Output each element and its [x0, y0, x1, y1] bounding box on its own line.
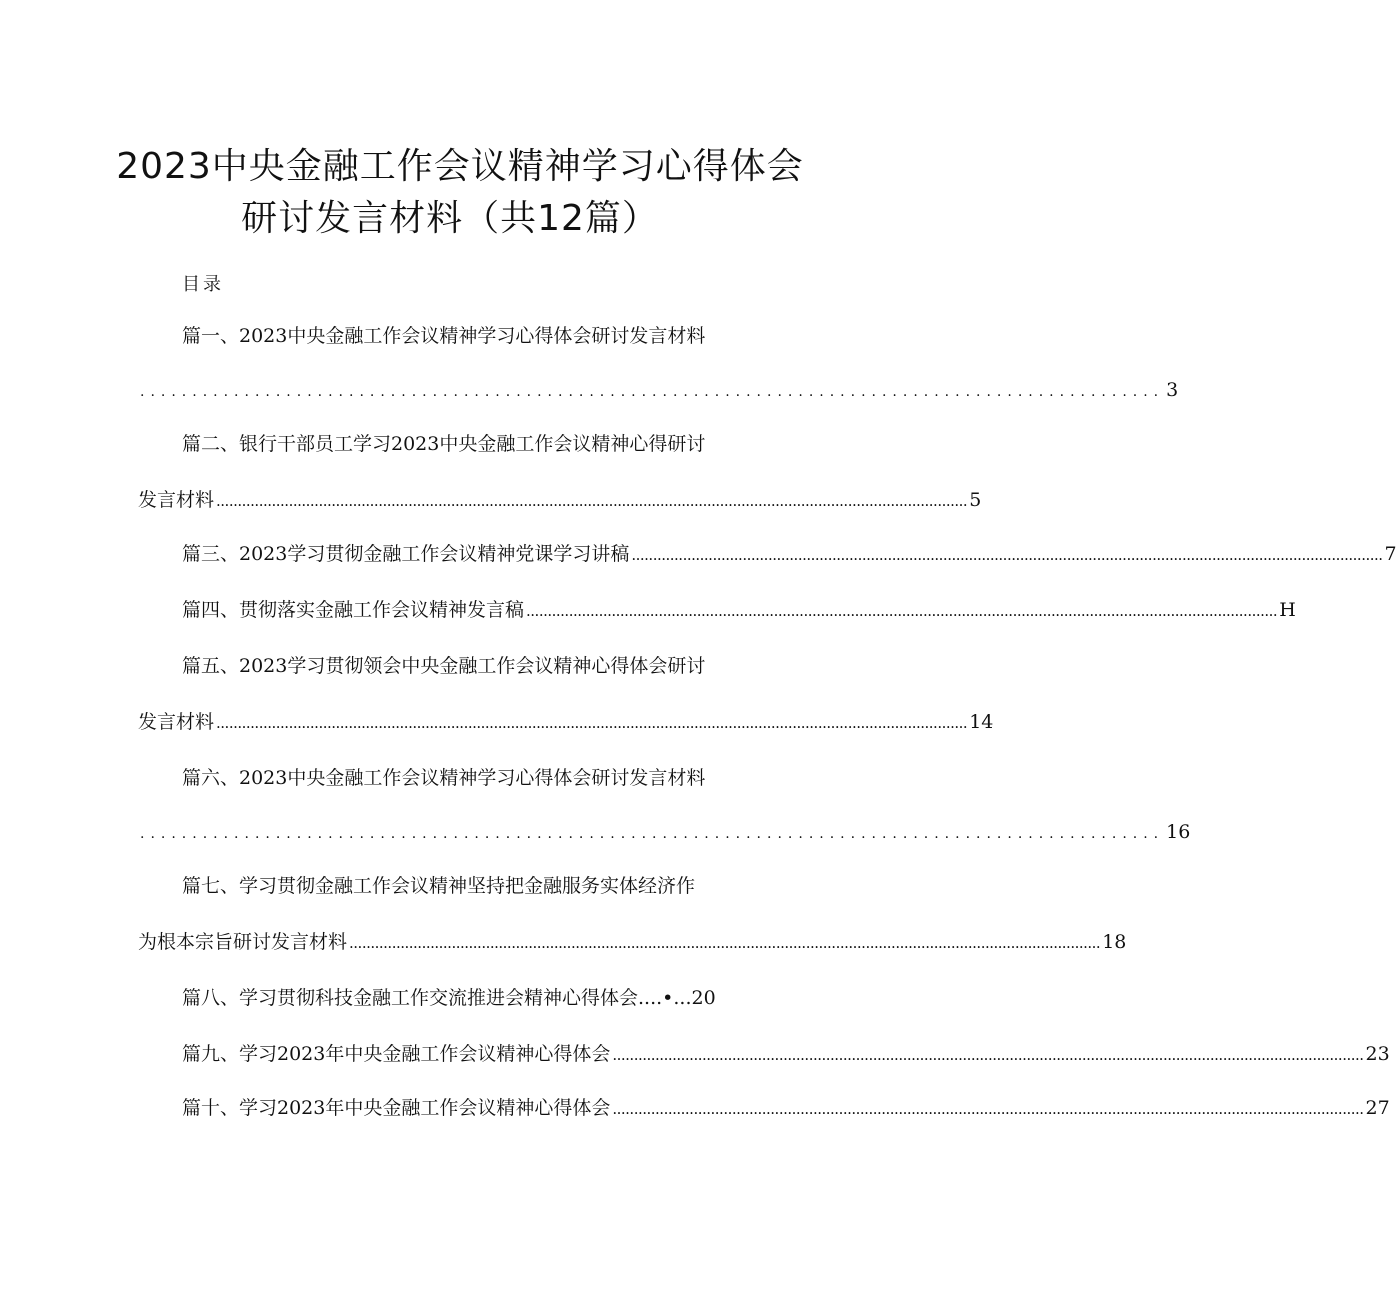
dot-leader: ................................................................................................................................................................................: [216, 492, 968, 510]
toc-page-number: 27: [1365, 1097, 1390, 1119]
dot-leader: ................................................................................................................................................................................: [631, 546, 1383, 564]
toc-entry-5-continuation[interactable]: [138, 708, 994, 737]
toc-entry-title: 篇十、学习2023年中央金融工作会议精神心得体会: [182, 1097, 611, 1119]
toc-entry-2[interactable]: [182, 430, 778, 458]
toc-entry-7-continuation[interactable]: [138, 928, 1127, 957]
toc-entry-8[interactable]: [182, 984, 778, 1012]
toc-entry-title-continued: 发言材料: [138, 489, 215, 511]
toc-page-number: 16: [1166, 821, 1191, 843]
toc-entry-9[interactable]: [182, 1040, 1390, 1069]
toc-entry-title: 篇五、2023学习贯彻领会中央金融工作会议精神心得体会研讨: [182, 655, 706, 677]
dot-leader: ................................................................................................................................................................................: [612, 1100, 1364, 1118]
toc-page-number: 3: [1166, 379, 1179, 401]
toc-entry-5[interactable]: [182, 652, 778, 680]
dot-leader: ..................................................................................................: [140, 384, 1165, 400]
toc-entry-title: 篇六、2023中央金融工作会议精神学习心得体会研讨发言材料: [182, 767, 706, 789]
dot-leader: ................................................................................................................................................................................: [216, 714, 968, 732]
dot-leader: ................................................................................................................................................................................: [349, 934, 1101, 952]
toc-page-number: 5: [969, 489, 982, 511]
toc-entry-title: 篇一、2023中央金融工作会议精神学习心得体会研讨发言材料: [182, 325, 706, 347]
dot-leader: ................................................................................................................................................................................: [526, 602, 1278, 620]
dot-leader: ....•...: [638, 987, 692, 1009]
toc-entry-title: 篇九、学习2023年中央金融工作会议精神心得体会: [182, 1043, 611, 1065]
toc-page-number: 14: [969, 711, 994, 733]
toc-page-number: 7: [1384, 543, 1397, 565]
toc-entry-7[interactable]: [182, 872, 778, 900]
toc-entry-title: 篇七、学习贯彻金融工作会议精神坚持把金融服务实体经济作: [182, 875, 696, 897]
document-title-line-1: 2023中央金融工作会议精神学习心得体会: [116, 146, 804, 187]
toc-entry-3[interactable]: [182, 540, 1397, 569]
toc-page-number: H: [1279, 599, 1296, 621]
toc-entry-1-leader-line[interactable]: [138, 376, 1179, 406]
toc-entry-1[interactable]: [182, 322, 778, 350]
toc-entry-title: 篇四、贯彻落实金融工作会议精神发言稿: [182, 599, 525, 621]
toc-page-number: 20: [691, 987, 716, 1009]
toc-entry-6[interactable]: [182, 764, 778, 792]
toc-entry-title: 篇八、学习贯彻科技金融工作交流推进会精神心得体会: [182, 987, 639, 1009]
toc-page-number: 23: [1365, 1043, 1390, 1065]
toc-page-number: 18: [1102, 931, 1127, 953]
toc-entry-title: 篇三、2023学习贯彻金融工作会议精神党课学习讲稿: [182, 543, 630, 565]
toc-heading: 目录: [182, 274, 224, 295]
toc-entry-2-continuation[interactable]: [138, 486, 982, 515]
toc-entry-4[interactable]: [182, 596, 1296, 625]
toc-entry-title: 篇二、银行干部员工学习2023中央金融工作会议精神心得研讨: [182, 433, 706, 455]
toc-entry-6-leader-line[interactable]: [138, 818, 1191, 848]
document-title-line-2: 研讨发言材料（共12篇）: [241, 198, 659, 239]
toc-entry-10[interactable]: [182, 1094, 1390, 1123]
toc-entry-title-continued: 发言材料: [138, 711, 215, 733]
dot-leader: ................................................................................................................................................................................: [612, 1046, 1364, 1064]
toc-entry-title-continued: 为根本宗旨研讨发言材料: [138, 931, 348, 953]
dot-leader: ..................................................................................................: [140, 826, 1165, 842]
